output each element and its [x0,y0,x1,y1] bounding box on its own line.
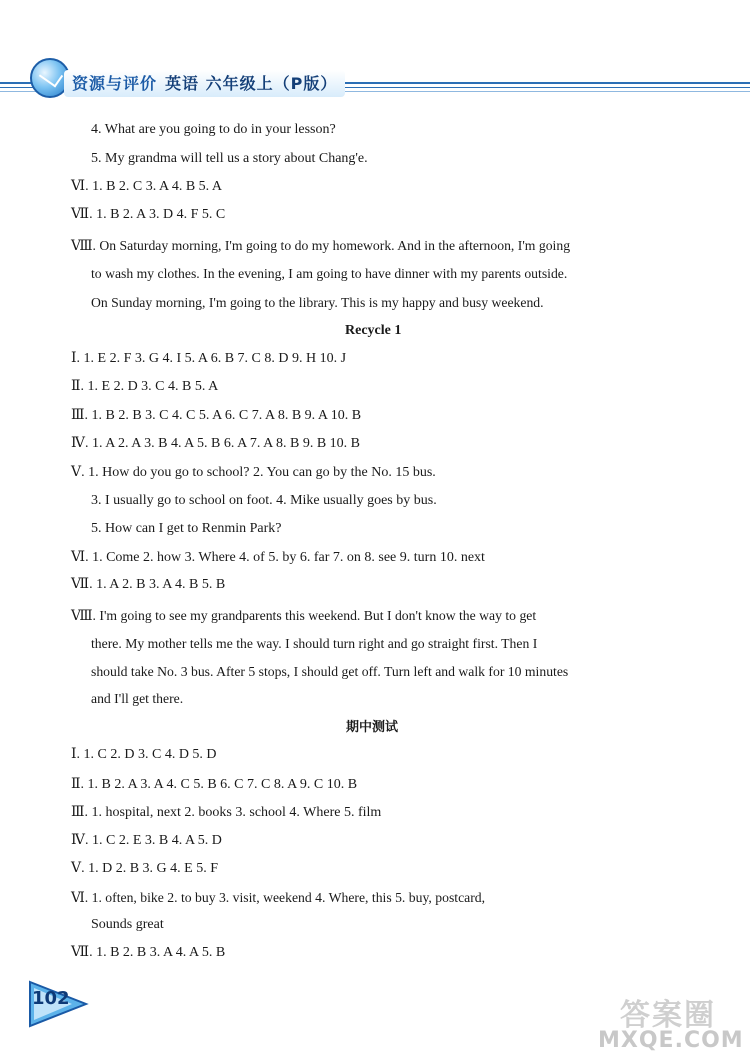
answer-row: Ⅰ. 1. C 2. D 3. C 4. D 5. D [71,747,217,762]
page-number: 102 [32,988,70,1009]
section-heading: Recycle 1 [345,323,402,338]
paragraph-line: Ⅷ. I'm going to see my grandparents this weekend. But I don't know the way to get [71,608,537,623]
series-name: 资源与评价 [72,74,158,93]
answer-row: Ⅵ. 1. often, bike 2. to buy 3. visit, weekend 4. Where, this 5. buy, postcard, [71,890,486,905]
answer-row: Ⅶ. 1. A 2. B 3. A 4. B 5. B [71,577,226,592]
answer-row: Ⅳ. 1. A 2. A 3. B 4. A 5. B 6. A 7. A 8. B 9. B 10. B [71,436,361,451]
answer-row: Ⅵ. 1. B 2. C 3. A 4. B 5. A [71,179,222,194]
answer-row: Ⅴ. 1. D 2. B 3. G 4. E 5. F [71,861,219,876]
text-line: 4. What are you going to do in your lesson? [91,122,336,137]
text-line: 5. My grandma will tell us a story about Chang'e. [91,151,368,166]
paragraph-line: and I'll get there. [91,691,184,706]
answer-row: Ⅱ. 1. B 2. A 3. A 4. C 5. B 6. C 7. C 8. A 9. C 10. B [71,777,358,792]
answer-row: Ⅱ. 1. E 2. D 3. C 4. B 5. A [71,379,219,394]
answer-row: Ⅵ. 1. Come 2. how 3. Where 4. of 5. by 6. far 7. on 8. see 9. turn 10. next [71,550,485,565]
answer-row: Ⅰ. 1. E 2. F 3. G 4. I 5. A 6. B 7. C 8. D 9. H 10. J [71,351,347,366]
page-number-badge [28,980,90,1028]
watermark-top: 答案圈 [620,998,716,1033]
subject-name: 英语 六年级上（P版） [165,74,338,93]
answer-row: 3. I usually go to school on foot. 4. Mike usually goes by bus. [91,493,437,508]
answer-row: Ⅶ. 1. B 2. B 3. A 4. A 5. B [71,945,226,960]
paragraph-line: On Sunday morning, I'm going to the library. This is my happy and busy weekend. [91,295,544,310]
answer-row: Ⅶ. 1. B 2. A 3. D 4. F 5. C [71,207,226,222]
paragraph-line: should take No. 3 bus. After 5 stops, I should get off. Turn left and walk for 10 minutes [91,664,569,679]
watermark-bottom: MXQE.COM [598,1028,744,1053]
answer-row: 5. How can I get to Renmin Park? [91,521,282,536]
watermark [590,990,744,1056]
answer-row: Sounds great [91,917,164,932]
paragraph-line: there. My mother tells me the way. I should turn right and go straight first. Then I [91,636,538,651]
answer-row: Ⅲ. 1. hospital, next 2. books 3. school 4. Where 5. film [71,805,382,820]
answer-row: Ⅲ. 1. B 2. B 3. C 4. C 5. A 6. C 7. A 8. B 9. A 10. B [71,408,362,423]
answer-row: Ⅳ. 1. C 2. E 3. B 4. A 5. D [71,833,222,848]
answer-row: Ⅴ. 1. How do you go to school? 2. You can go by the No. 15 bus. [71,465,436,480]
section-heading: 期中测试 [346,720,399,735]
paragraph-line: Ⅷ. On Saturday morning, I'm going to do my homework. And in the afternoon, I'm going [71,238,571,253]
paragraph-line: to wash my clothes. In the evening, I am going to have dinner with my parents outside. [91,266,568,281]
